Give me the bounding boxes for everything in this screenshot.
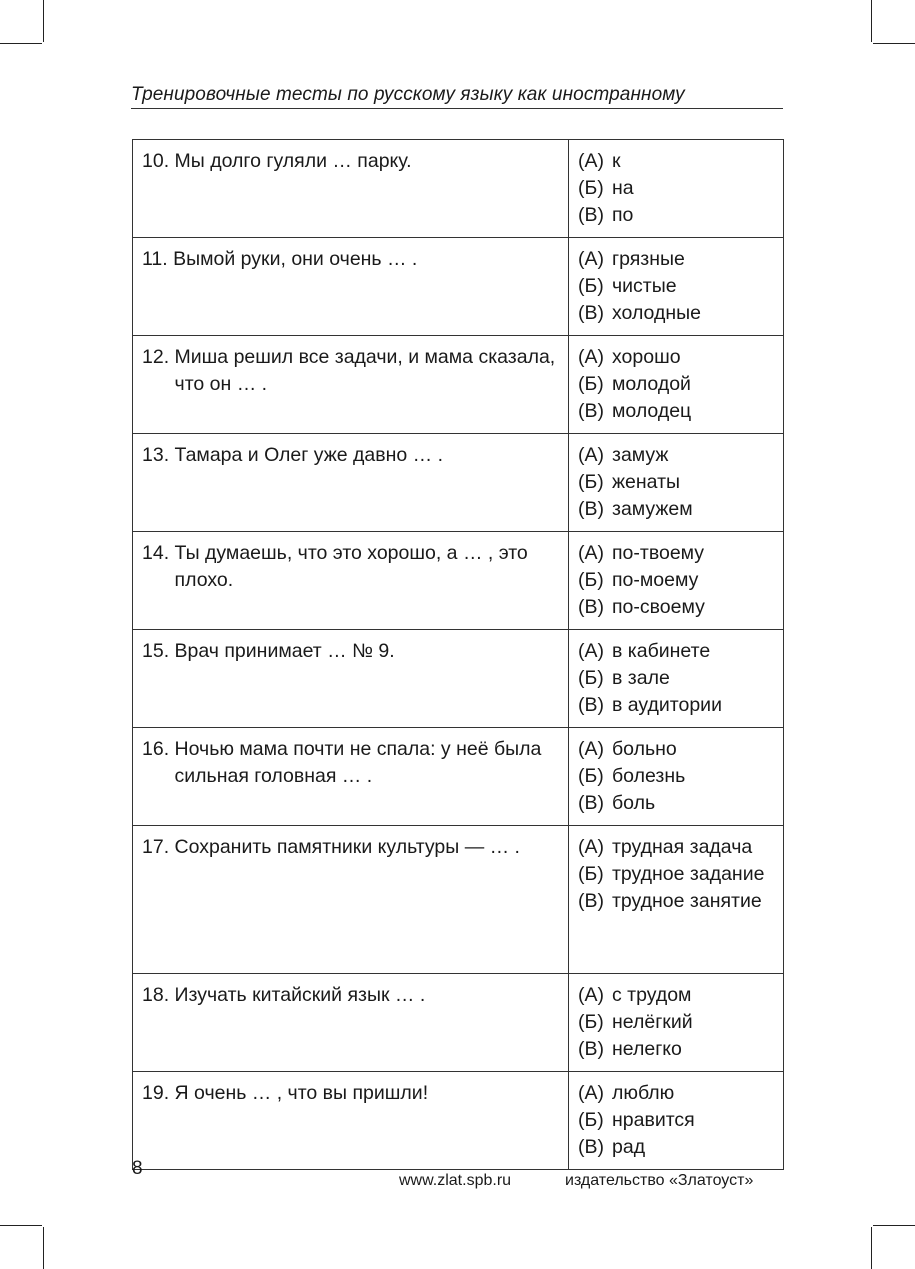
answer-option[interactable]	[578, 1107, 775, 1134]
option-text: холодные	[612, 302, 701, 324]
option-label: (А)	[578, 346, 604, 368]
option-text: по	[612, 204, 634, 226]
option-text: больно	[612, 738, 677, 760]
option-label: (Б)	[578, 667, 604, 689]
answer-option[interactable]	[578, 736, 775, 763]
question-number: 13.	[142, 444, 170, 466]
option-text: к	[612, 150, 621, 172]
crop-mark	[873, 43, 915, 44]
option-text: в аудитории	[612, 694, 722, 716]
options-cell	[569, 826, 784, 974]
question-row	[133, 336, 784, 434]
test-table	[132, 139, 784, 1170]
option-label: (В)	[578, 400, 604, 422]
answer-option[interactable]	[578, 1134, 775, 1161]
question-number: 16.	[142, 738, 170, 760]
question-text: Ты думаешь, что это хорошо, а … , это плохо.	[174, 542, 528, 591]
crop-mark	[873, 1225, 915, 1226]
option-text: нелегко	[612, 1038, 682, 1060]
option-label: (А)	[578, 248, 604, 270]
option-label: (А)	[578, 542, 604, 564]
question-cell	[133, 728, 569, 826]
option-label: (В)	[578, 792, 604, 814]
question-cell	[133, 434, 569, 532]
question-cell	[133, 238, 569, 336]
option-label: (А)	[578, 738, 604, 760]
option-label: (А)	[578, 150, 604, 172]
question-row	[133, 532, 784, 630]
option-text: женаты	[612, 471, 681, 493]
answer-option[interactable]	[578, 861, 775, 888]
question-number: 14.	[142, 542, 170, 564]
option-text: молодец	[612, 400, 692, 422]
option-text: замужем	[612, 498, 693, 520]
option-text: в кабинете	[612, 640, 711, 662]
answer-option[interactable]	[578, 567, 775, 594]
answer-option[interactable]	[578, 246, 775, 273]
option-label: (А)	[578, 836, 604, 858]
option-label: (А)	[578, 984, 604, 1006]
options-cell	[569, 728, 784, 826]
option-text: замуж	[612, 444, 669, 466]
option-text: на	[612, 177, 634, 199]
question-text: Изучать китайский язык … .	[174, 984, 426, 1006]
question-text: Я очень … , что вы пришли!	[174, 1082, 429, 1104]
answer-option[interactable]	[578, 344, 775, 371]
question-cell	[133, 630, 569, 728]
answer-option[interactable]	[578, 273, 775, 300]
answer-option[interactable]	[578, 763, 775, 790]
option-text: с трудом	[612, 984, 692, 1006]
options-cell	[569, 532, 784, 630]
crop-mark	[871, 1227, 872, 1269]
option-text: по-моему	[612, 569, 699, 591]
question-row	[133, 434, 784, 532]
option-label: (А)	[578, 1082, 604, 1104]
answer-option[interactable]	[578, 888, 775, 915]
question-number: 12.	[142, 346, 170, 368]
option-label: (В)	[578, 498, 604, 520]
answer-option[interactable]	[578, 1009, 775, 1036]
running-header: Тренировочные тесты по русскому языку как иностранному	[131, 84, 685, 105]
answer-option[interactable]	[578, 300, 775, 327]
question-text: Миша решил все задачи, и мама сказала, что он … .	[174, 346, 556, 395]
question-text: Врач принимает … № 9.	[174, 640, 395, 662]
option-label: (В)	[578, 694, 604, 716]
question-text: Сохранить памятники культуры — … .	[174, 836, 520, 858]
option-text: трудная задача	[612, 836, 753, 858]
options-cell	[569, 630, 784, 728]
option-label: (В)	[578, 890, 604, 912]
question-cell	[133, 1072, 569, 1170]
question-row	[133, 826, 784, 974]
option-label: (В)	[578, 302, 604, 324]
option-label: (А)	[578, 444, 604, 466]
crop-mark	[0, 1225, 42, 1226]
option-label: (Б)	[578, 765, 604, 787]
option-label: (Б)	[578, 569, 604, 591]
question-cell	[133, 532, 569, 630]
question-number: 10.	[142, 150, 170, 172]
question-cell	[133, 974, 569, 1072]
option-label: (В)	[578, 1136, 604, 1158]
option-label: (Б)	[578, 177, 604, 199]
question-row	[133, 140, 784, 238]
answer-option[interactable]	[578, 790, 775, 817]
option-text: чистые	[612, 275, 677, 297]
header-rule	[131, 108, 783, 109]
option-label: (В)	[578, 204, 604, 226]
question-number: 11.	[142, 248, 168, 270]
question-row	[133, 630, 784, 728]
answer-option[interactable]	[578, 202, 775, 229]
answer-option[interactable]	[578, 442, 775, 469]
answer-option[interactable]	[578, 638, 775, 665]
answer-option[interactable]	[578, 496, 775, 523]
question-row	[133, 974, 784, 1072]
answer-option[interactable]	[578, 594, 775, 621]
question-row	[133, 728, 784, 826]
crop-mark	[871, 0, 872, 42]
question-row	[133, 238, 784, 336]
answer-option[interactable]	[578, 1080, 775, 1107]
question-text: Тамара и Олег уже давно … .	[174, 444, 444, 466]
answer-option[interactable]	[578, 371, 775, 398]
options-cell	[569, 140, 784, 238]
option-text: трудное задание	[612, 863, 765, 885]
option-text: грязные	[612, 248, 685, 270]
option-label: (Б)	[578, 1011, 604, 1033]
option-label: (Б)	[578, 1109, 604, 1131]
question-row	[133, 1072, 784, 1170]
answer-option[interactable]	[578, 540, 775, 567]
footer-publisher: издательство «Златоуст»	[565, 1172, 754, 1189]
answer-option[interactable]	[578, 469, 775, 496]
option-text: в зале	[612, 667, 670, 689]
footer-url: www.zlat.spb.ru	[399, 1172, 512, 1189]
options-cell	[569, 434, 784, 532]
option-text: нелёгкий	[612, 1011, 693, 1033]
answer-option[interactable]	[578, 175, 775, 202]
options-cell	[569, 1072, 784, 1170]
question-cell	[133, 336, 569, 434]
answer-option[interactable]	[578, 665, 775, 692]
option-label: (Б)	[578, 275, 604, 297]
answer-option[interactable]	[578, 692, 775, 719]
question-number: 15.	[142, 640, 170, 662]
options-cell	[569, 238, 784, 336]
crop-mark	[43, 1227, 44, 1269]
page-number: 8	[132, 1158, 143, 1179]
option-label: (Б)	[578, 373, 604, 395]
option-text: молодой	[612, 373, 691, 395]
options-cell	[569, 336, 784, 434]
question-text: Вымой руки, они очень … .	[173, 248, 418, 270]
option-text: боль	[612, 792, 656, 814]
answer-option[interactable]	[578, 148, 775, 175]
option-text: по-твоему	[612, 542, 705, 564]
crop-mark	[0, 43, 42, 44]
option-text: хорошо	[612, 346, 681, 368]
answer-option[interactable]	[578, 834, 775, 861]
option-label: (В)	[578, 596, 604, 618]
answer-option[interactable]	[578, 398, 775, 425]
question-number: 17.	[142, 836, 170, 858]
option-text: болезнь	[612, 765, 686, 787]
option-text: по-своему	[612, 596, 705, 618]
option-text: нравится	[612, 1109, 695, 1131]
question-cell	[133, 140, 569, 238]
option-text: трудное занятие	[612, 890, 762, 912]
option-label: (Б)	[578, 863, 604, 885]
answer-option[interactable]	[578, 1036, 775, 1063]
crop-mark	[43, 0, 44, 42]
options-cell	[569, 974, 784, 1072]
question-text: Мы долго гуляли … парку.	[174, 150, 412, 172]
option-label: (Б)	[578, 471, 604, 493]
option-label: (А)	[578, 640, 604, 662]
question-number: 19.	[142, 1082, 170, 1104]
option-text: рад	[612, 1136, 646, 1158]
question-text: Ночью мама почти не спала: у неё была сильная головная … .	[174, 738, 542, 787]
question-cell	[133, 826, 569, 974]
option-label: (В)	[578, 1038, 604, 1060]
option-text: люблю	[612, 1082, 675, 1104]
question-number: 18.	[142, 984, 170, 1006]
answer-option[interactable]	[578, 982, 775, 1009]
